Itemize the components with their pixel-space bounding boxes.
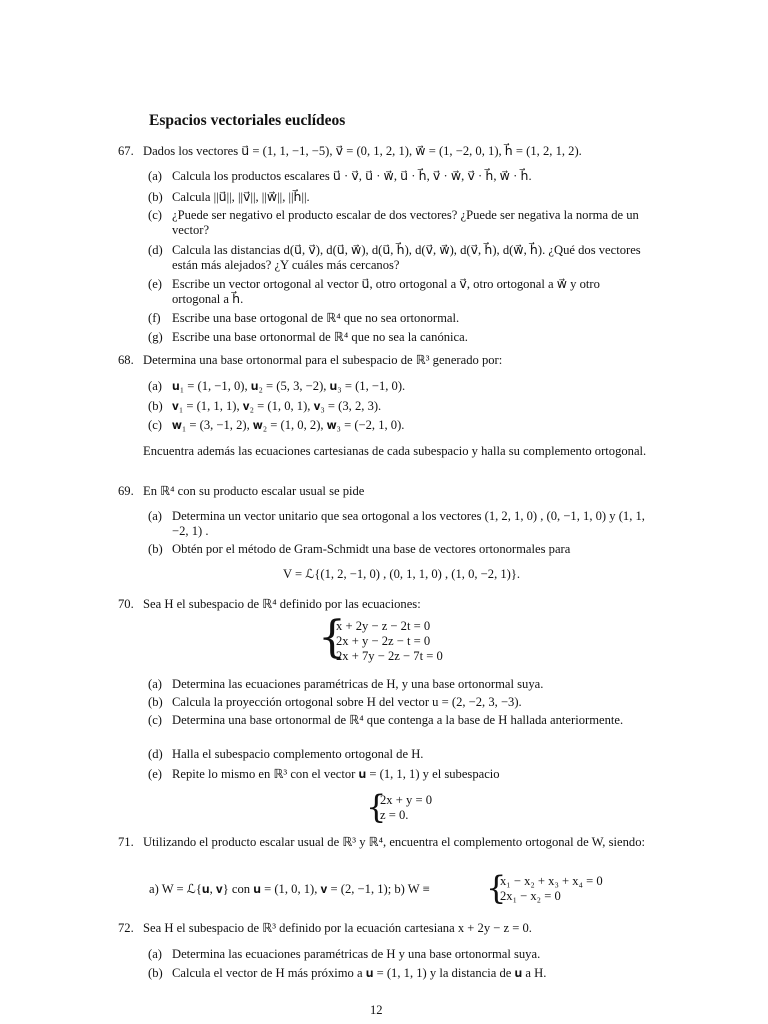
exercise-number: 69. <box>118 484 134 498</box>
item-label: (b) <box>148 542 163 556</box>
left-brace: { <box>366 788 387 826</box>
item-label: (e) <box>148 277 162 291</box>
equation: x + 2y − z − 2t = 0 <box>336 619 431 633</box>
equation: x₁ − x₂ + x₃ + x₄ = 0 <box>500 874 603 888</box>
exercise-number: 72. <box>118 921 134 935</box>
exercise-statement: Sea H el subespacio de ℝ⁴ definido por las ecuaciones: <box>143 597 421 611</box>
page-number: 12 <box>370 1003 383 1017</box>
item-text: Calcula ||u⃗||, ||v⃗||, ||w⃗||, ||h⃗||. <box>172 190 310 204</box>
item-text: 𝐮₁ = (1, −1, 0), 𝐮₂ = (5, 3, −2), 𝐮₃ = (1, −1, 0). <box>172 379 406 393</box>
item-text: ¿Puede ser negativo el producto escalar de dos vectores? ¿Puede ser negativa la norma de un vector? <box>172 208 639 237</box>
item-text: Determina una base ortonormal de ℝ⁴ que contenga a la base de H hallada anteriormente. <box>172 713 624 727</box>
equation: z = 0. <box>380 808 409 822</box>
item-label: (b) <box>148 190 163 204</box>
exercise-statement: En ℝ⁴ con su producto escalar usual se pide <box>143 484 365 498</box>
item-text: Escribe un vector ortogonal al vector u⃗, otro ortogonal a v⃗, otro ortogonal a w⃗ y otro ortogonal a h⃗. <box>172 277 600 306</box>
item-label: (c) <box>148 418 162 432</box>
item-text: Calcula el vector de H más próximo a 𝐮 = (1, 1, 1) y la distancia de 𝐮 a H. <box>172 966 547 980</box>
item-label: (b) <box>148 695 163 709</box>
item-label: (f) <box>148 311 161 325</box>
item-label: (b) <box>148 399 163 413</box>
equation: 2x + y − 2z − t = 0 <box>336 634 431 648</box>
exercise-statement: Sea H el subespacio de ℝ³ definido por la ecuación cartesiana x + 2y − z = 0. <box>143 921 532 935</box>
exercise-number: 68. <box>118 353 134 367</box>
section-title: Espacios vectoriales euclídeos <box>149 112 346 129</box>
item-text: 𝐰₁ = (3, −1, 2), 𝐰₂ = (1, 0, 2), 𝐰₃ = (−2, 1, 0). <box>172 418 405 432</box>
equation: 2x + 7y − 2z − 7t = 0 <box>336 649 443 663</box>
exercise-number: 71. <box>118 835 134 849</box>
item-label: (a) <box>148 677 162 691</box>
item-label: (d) <box>148 243 163 257</box>
item-text: Escribe una base ortonormal de ℝ⁴ que no sea la canónica. <box>172 330 468 344</box>
item-text: Determina las ecuaciones paramétricas de H, y una base ortonormal suya. <box>172 677 544 691</box>
item-text: Calcula la proyección ortogonal sobre H del vector u = (2, −2, 3, −3). <box>172 695 522 709</box>
item-text: Determina un vector unitario que sea ortogonal a los vectores (1, 2, 1, 0) , (0, −1, 1, 0) y (1, 1, −2, 1) . <box>172 509 645 538</box>
item-text: Halla el subespacio complemento ortogonal de H. <box>172 747 424 761</box>
equation: 2x + y = 0 <box>380 793 432 807</box>
left-brace: { <box>486 869 507 907</box>
item-text: Calcula los productos escalares u⃗ · v⃗, u⃗ · w⃗, u⃗ · h⃗, v⃗ · w⃗, v⃗ · h⃗, w⃗ · h⃗. <box>172 169 532 183</box>
item-label: (a) <box>148 947 162 961</box>
item-label: (d) <box>148 747 163 761</box>
item-label: (a) <box>148 169 162 183</box>
equation: 2x₁ − x₂ = 0 <box>500 889 561 903</box>
item-text: Repite lo mismo en ℝ³ con el vector 𝐮 = (1, 1, 1) y el subespacio <box>172 767 500 781</box>
exercise-number: 70. <box>118 597 134 611</box>
exercise-statement: Determina una base ortonormal para el subespacio de ℝ³ generado por: <box>143 353 503 367</box>
exercise-71-formula: a) W = ℒ{𝐮, 𝐯} con 𝐮 = (1, 0, 1), 𝐯 = (2, −1, 1); b) W ≡ <box>149 882 430 896</box>
item-label: (e) <box>148 767 162 781</box>
item-label: (g) <box>148 330 163 344</box>
item-text: Determina las ecuaciones paramétricas de H y una base ortonormal suya. <box>172 947 541 961</box>
item-label: (c) <box>148 713 162 727</box>
exercise-statement: Utilizando el producto escalar usual de ℝ³ y ℝ⁴, encuentra el complemento ortogonal de W, siendo: <box>143 835 645 849</box>
item-label: (a) <box>148 379 162 393</box>
exercise-statement: Dados los vectores u⃗ = (1, 1, −1, −5), v⃗ = (0, 1, 2, 1), w⃗ = (1, −2, 0, 1), h⃗ = (1, 2, 1, 2). <box>143 144 582 158</box>
item-label: (a) <box>148 509 162 523</box>
formula: V = ℒ{(1, 2, −1, 0) , (0, 1, 1, 0) , (1, 0, −2, 1)}. <box>283 567 521 581</box>
item-text: 𝐯₁ = (1, 1, 1), 𝐯₂ = (1, 0, 1), 𝐯₃ = (3, 2, 3). <box>172 399 382 413</box>
item-label: (c) <box>148 208 162 222</box>
item-label: (b) <box>148 966 163 980</box>
item-text: Calcula las distancias d(u⃗, v⃗), d(u⃗, w⃗), d(u⃗, h⃗), d(v⃗, w⃗), d(v⃗, h⃗), d(w⃗, h⃗). ¿Qué dos vectores están más alejados? ¿Y cuáles más cercanos? <box>172 243 641 272</box>
left-brace: { <box>318 612 346 663</box>
item-text: Escribe una base ortogonal de ℝ⁴ que no sea ortonormal. <box>172 311 460 325</box>
item-text: Obtén por el método de Gram-Schmidt una base de vectores ortonormales para <box>172 542 571 556</box>
exercise-number: 67. <box>118 144 134 158</box>
paragraph: Encuentra además las ecuaciones cartesianas de cada subespacio y halla su complemento ortogonal. <box>143 444 647 458</box>
